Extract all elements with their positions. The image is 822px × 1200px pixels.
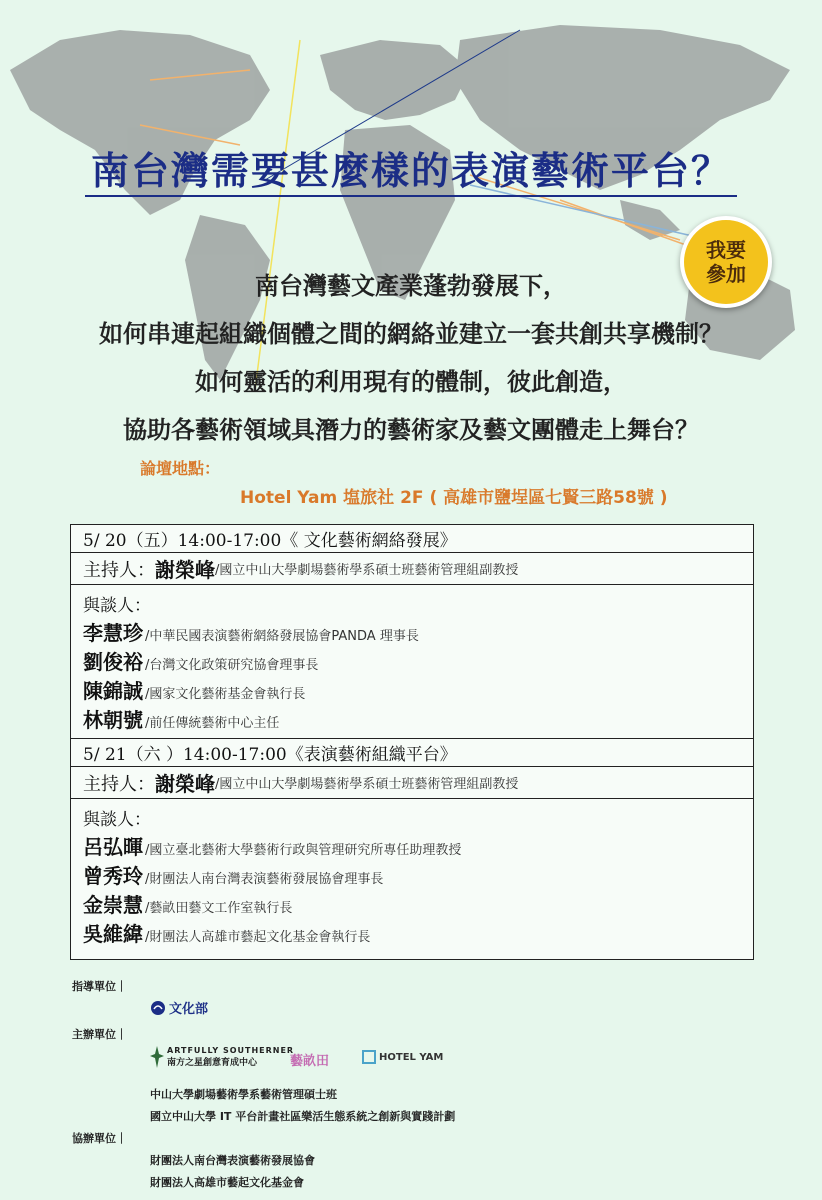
schedule-table <box>70 524 754 960</box>
venue-address: Hotel Yam 塩旅社 2F ( 高雄市鹽埕區七賢三路58號 ) <box>240 488 668 508</box>
panelists-block <box>71 585 753 739</box>
panelist: 劉俊裕 /台灣文化政策研究協會理事長 <box>83 649 319 674</box>
host-affiliation: /國立中山大學劇場藝術學系碩士班藝術管理組副教授 <box>215 563 519 578</box>
intro-line: 如何串連起組織個體之間的網絡並建立一套共創共享機制？ <box>99 320 723 348</box>
southerner-logo: ARTFULLY SOUTHERNER 南方之星創意育成中心 <box>150 1046 294 1068</box>
venue-label: 論壇地點： <box>140 459 221 478</box>
intro-line: 南台灣藝文產業蓬勃發展下， <box>255 272 567 300</box>
intro-text <box>0 262 822 454</box>
join-button-line1: 我要 <box>706 238 746 262</box>
panelist: 金崇慧 /藝畝田藝文工作室執行長 <box>83 893 293 917</box>
panelist: 呂弘暉 /國立臺北藝術大學藝術行政與管理研究所專任助理教授 <box>83 835 462 859</box>
join-button-line2: 參加 <box>706 262 746 286</box>
ministry-logo: 文化部 <box>150 998 208 1017</box>
panelist: 李慧珍 /中華民國表演藝術網絡發展協會PANDA 理事長 <box>83 620 419 645</box>
co-organizer-label: 協辦單位｜ <box>72 1132 127 1145</box>
footer <box>0 970 822 1200</box>
guidance-label: 指導單位｜ <box>72 980 127 993</box>
host-label: 主持人： <box>83 559 155 581</box>
ministry-emblem-icon <box>150 1000 166 1016</box>
panel-label: 與談人： <box>83 595 151 616</box>
organizer-label: 主辦單位｜ <box>72 1028 127 1041</box>
host-name: 謝榮峰 <box>155 772 215 796</box>
panelist: 曾秀玲 /財團法人南台灣表演藝術發展協會理事長 <box>83 864 384 888</box>
panelist: 林朝號 /前任傳統藝術中心主任 <box>83 707 280 732</box>
organizer-item: 中山大學劇場藝術學系藝術管理碩士班 <box>150 1088 337 1101</box>
yimutian-logo: 藝畝田 <box>290 1054 330 1069</box>
host-name: 謝榮峰 <box>155 558 215 582</box>
co-organizer-item: 財團法人高雄市藝起文化基金會 <box>150 1176 304 1189</box>
hotel-yam-logo: HOTEL YAM <box>362 1050 443 1064</box>
host-affiliation: /國立中山大學劇場藝術學系碩士班藝術管理組副教授 <box>215 777 519 792</box>
co-organizer-item: 財團法人南台灣表演藝術發展協會 <box>150 1154 315 1167</box>
star-plant-icon <box>150 1046 164 1068</box>
intro-line: 協助各藝術領域具潛力的藝術家及藝文團體走上舞台？ <box>123 416 699 444</box>
host-row <box>71 553 753 585</box>
panelist: 陳錦誠 /國家文化藝術基金會執行長 <box>83 678 306 703</box>
page-title: 南台灣需要甚麼樣的表演藝術平台？ <box>0 140 822 195</box>
panelist: 吳維緯 /財團法人高雄市藝起文化基金會執行長 <box>83 922 371 946</box>
host-label: 主持人： <box>83 773 155 795</box>
hotel-yam-emblem-icon <box>362 1050 376 1064</box>
intro-line: 如何靈活的利用現有的體制，彼此創造， <box>195 368 627 396</box>
session-header: 5/ 21（六 ）14:00-17:00《表演藝術組織平台》 <box>71 739 753 767</box>
organizer-item: 國立中山大學 IT 平台計畫社區樂活生態系統之創新與實踐計劃 <box>150 1110 456 1123</box>
panel-label: 與談人： <box>83 810 151 830</box>
panelists-block <box>71 799 753 953</box>
session-header: 5/ 20（五）14:00-17:00《 文化藝術網絡發展》 <box>71 525 753 553</box>
host-row <box>71 767 753 799</box>
